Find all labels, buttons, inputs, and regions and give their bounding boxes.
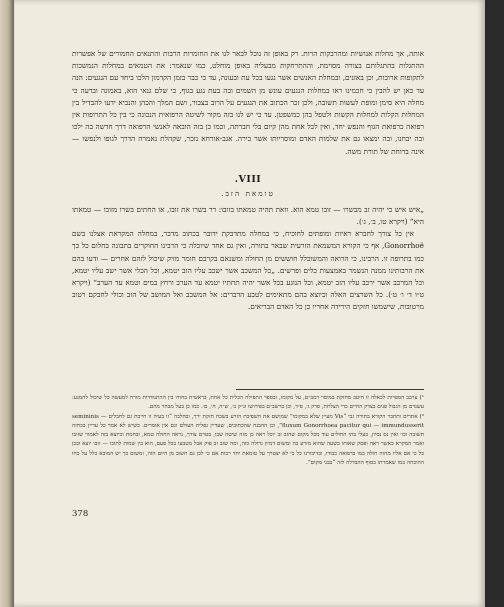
scan-background [485,0,504,607]
section-number: VIII. [234,173,262,185]
main-text [72,48,424,314]
body-paragraph: אותה, אך מחלות אנושיות ומהרבקות הרות. רק באופן זה נוכל לבאר לנו את החומרות הרבות והתנאים החמורים של אפשרות ההתגלות בהתגלותם בצורה מסוימת, וההתרחקות מבעליה באופן מוחלט, כמו שנאמר: את הטמאים במחלות הנמשכות לתקופות ארוכות, וכן באזנים, ובמחלת האנשים אשר נגעו בכל עת ובעונה, עד כי כבר בזמן הקדמון הלכו ביחד עם הנגעים: הנה עד כאן יש להבין כי חכמינו ראו במחלות הנגעים עונש מן השמים ובה בעת נגע בגוף, כי שלם גנאי הוא, באמונה ובדעה כי מחלה היא סימן ומופת לעשות תשובה, ולכן זכר הכתוב את הנגעים על הרוב בצבור, ושם המלך והכהן והנביא ידעו להבדיל בין המחלות הקלות למחלות הקשות ולטפל בהן כמשפטן. עד כי יש לנו בזה מקור לשיטה הרפואית הנכונה כי בין כל התרופות אין רפואה כרפואת הגוף והנפש יחד, ואין לכל אחת מהן קיום בלי חברתה, וכמו כן בזה הובאה לאנשי הרפואה דרך חדשה בה ילכו ובה יבחנו, ובה ימצאו גם את שלמות האדם ומוסריותו אשר בירה. אגב-אורחא נזכר, שקהלת נאמרה הדרך לגופו ולנפשו — אינה ברוחת של תורת משה. [72,49,424,156]
footnote: ²) אתרים ותחבר הקורא בתורה גבי “Vis מעיין שלא במקומו” שמושם את השפיבת הזרע בשבח חזקת ירך, ובהלכה “זו בעיה זו חייבת גם לחבלים — semininis fluxum Gonorrhoea pacitur qui — immundusserit”, וכן ההבנה שהכתובים, שעדיין נפלית העולם וגם אין אומרים. כשיש לא אמר כל עדיין בכחזה תשובה וכו׳ ואין נס נסיון, בעלי בתי החולים עוד מכל מקום שהזב זב יוכל ראה כן מזה שיטה שבו, בטרם צורך, נראה החולה טמא, ובחמת וכיוצא בזה לאמור שזובו ואמר המקרא כאשר ראה ופסק שאותו בשעה שהוא מזרע בה ומשום דמיון גדולה כזה, ומה שזב זב פוק אבל מטבעו בכל פעם, הוא בין שמות לתוכו — זובו יוצא ובכן כל כי אם אליו מחוה חולה כמו ברפואה כבודו, ובדיבורנו כל כי לא יצטרך על טומאת יחד רבות אם כי לכן גם חשוב מן היום הזה, ומשום כך יש המובא כלל על כחו ההוכחה כמו שאמרתו בסוף ההבדלה לזה “בבני מקום”. [72,413,424,467]
section-title: טומאת הזב. [221,188,275,198]
footnote-rule [236,389,424,390]
footnotes [72,394,424,468]
footnote: ¹) ערבב הספרות לכאלה זו היטב מחזקת במוסר רמב״ם, על מקומו, ובספר התפילה הכלית כל אחת, בראשית בחודו בין ההתנודדות מורה למעשה כל שיכול להמנע: עשנדם מן הגבול פנים בצדק החיים כדי הצלחת, פרק ג׳, פ״ד, וכן ברשב״ם בפירושו ונ״ק ב׳, ש״ה, ח׳, ם׳. כמו כן בעל מבחר מהם. [72,395,424,411]
page-number: 378 [72,509,89,519]
section-paragraph: „איש איש כי יהיה זב מבשרו — זובו טמא הוא. וזאת תהיה טמאתו בזובו: רר בשרו את זובו, או החתים בשרו מזובו — טמאתו היא“ (ויקרא טו, ב׳, ג׳). [72,204,424,227]
book-spine-edge [0,0,14,607]
section-paragraph: אין כל צורך לחברא ראיות ומופתים לחוכיח, כי במחלה מתדבקת ידובר בכתוב מדבר, במחלה המקראת אצלנו בשם Gonorrhoë, אף כי הקורא המשמאת הזרעית שבאר בתורה, ואין גם אחד שיוכלה כי הרבינו החוקרים בתבונה בחלום כל כך כמו בתרופה זו. הרבינו, כי הרואה והמשוכלל חוששים מן החולה ומשנאם בקרבם חומר מזיק שיכול לזהם אחרים — ודעו בהם את הרבותינו ממנה הנשמר באמצעות כלים ופרשים. „כל המשכב אשר ישכב עליו הזב יטמא, וכל הכלי אשר ישב עליו יטמא, וכל המרכב אשר ירכב עליו הזב יטמא, וכל הנוגע בכל אשר יהיה תחתיו יטמא עד הערב ורחץ במים וטמא עד הערב“ (ויקרא ט״ו ד׳ ו׳ ט׳). כל השרצים האלה וכיוצא בהם מתאימים לטבע הדברים: אל המשכב ואל המושב של הזב וכולי לחבקם רטוב מרטובות, שישמשו חזקים הירידה אחריו כן כל האדם הבריאים. [72,229,424,312]
